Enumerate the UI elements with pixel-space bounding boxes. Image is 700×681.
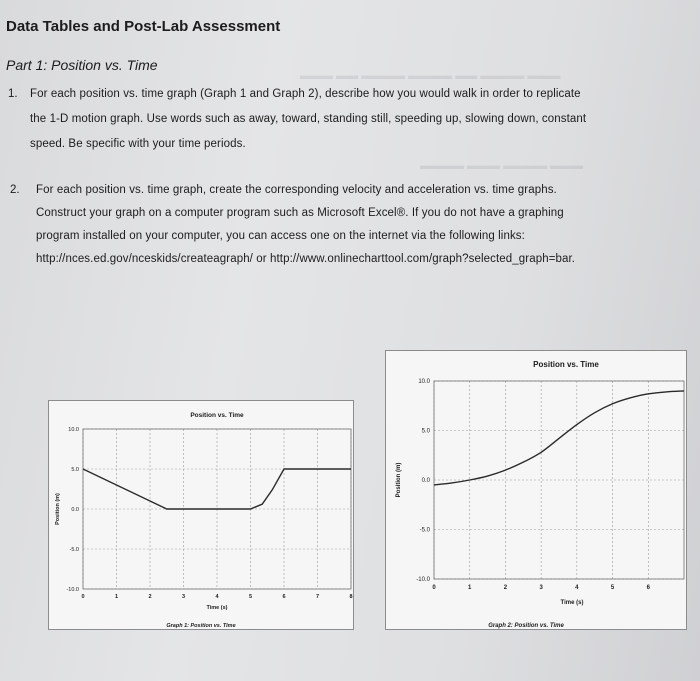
- graph-1-panel: [48, 400, 354, 630]
- bleed-through-text: ▬▬▬ ▬▬ ▬▬▬▬ ▬▬▬▬ ▬▬ ▬▬▬▬ ▬▬▬: [300, 70, 561, 82]
- graph-2-panel: [385, 350, 687, 630]
- x-tick-label: 6: [282, 594, 286, 600]
- question-1-number: 1.: [8, 88, 18, 100]
- x-axis-label: Time (s): [560, 600, 584, 606]
- question-1-line: the 1-D motion graph. Use words such as away, toward, standing still, speeding up, slowing down, constant: [30, 113, 587, 125]
- graph-2-chart: [386, 351, 686, 629]
- y-tick-label: -5.0: [419, 527, 430, 534]
- x-tick-label: 0: [81, 594, 85, 600]
- question-2-line: program installed on your computer, you can access one on the internet via the following links:: [36, 230, 525, 242]
- chart-title: Position vs. Time: [190, 412, 244, 419]
- y-tick-label: 5.0: [421, 428, 430, 435]
- graph-1-chart: [49, 401, 353, 629]
- chart-caption: Graph 1: Position vs. Time: [166, 623, 236, 629]
- x-tick-label: 2: [148, 594, 152, 600]
- y-tick-label: -10.0: [66, 587, 79, 593]
- question-2-line: http://nces.ed.gov/nceskids/createagraph/ or http://www.onlinecharttool.com/graph?selected_graph=bar.: [36, 253, 576, 265]
- question-1-line: For each position vs. time graph (Graph 1 and Graph 2), describe how you would walk in order to replicate: [30, 88, 581, 100]
- x-tick-label: 6: [646, 585, 650, 591]
- y-tick-label: 5.0: [71, 467, 79, 473]
- question-2-line: Construct your graph on a computer program such as Microsoft Excel®. If you do not have a graphing: [36, 207, 564, 219]
- x-tick-label: 3: [539, 585, 543, 591]
- x-tick-label: 0: [432, 585, 436, 591]
- question-2-line: For each position vs. time graph, create the corresponding velocity and acceleration vs. time graphs.: [36, 184, 557, 196]
- chart-title: Position vs. Time: [533, 360, 599, 369]
- x-tick-label: 2: [503, 585, 508, 591]
- y-tick-label: 10.0: [418, 379, 430, 385]
- x-tick-label: 7: [315, 594, 320, 600]
- chart-caption: Graph 2: Position vs. Time: [488, 623, 564, 629]
- x-axis-label: Time (s): [206, 605, 228, 611]
- y-tick-label: 0.0: [421, 478, 430, 484]
- x-tick-label: 5: [248, 594, 253, 600]
- bleed-through-text: ▬▬▬▬ ▬▬▬ ▬▬▬▬ ▬▬▬: [420, 160, 584, 172]
- section-title: Part 1: Position vs. Time: [6, 57, 158, 73]
- y-tick-label: -10.0: [416, 577, 430, 583]
- y-tick-label: -5.0: [69, 547, 79, 553]
- y-tick-label: 10.0: [68, 427, 79, 433]
- y-tick-label: 0.0: [71, 507, 79, 513]
- x-tick-label: 3: [181, 594, 186, 600]
- y-axis-label: Position (m): [396, 462, 402, 498]
- question-2-number: 2.: [10, 184, 20, 196]
- y-axis-label: Position (m): [55, 493, 61, 525]
- x-tick-label: 4: [575, 585, 579, 591]
- x-tick-label: 4: [215, 594, 219, 600]
- x-tick-label: 1: [114, 594, 119, 600]
- series-line-position: [434, 391, 684, 485]
- x-tick-label: 8: [349, 594, 353, 600]
- x-tick-label: 5: [610, 585, 615, 591]
- page-title: Data Tables and Post-Lab Assessment: [6, 18, 281, 35]
- x-tick-label: 1: [468, 585, 472, 591]
- question-1-line: speed. Be specific with your time periods.: [30, 138, 246, 150]
